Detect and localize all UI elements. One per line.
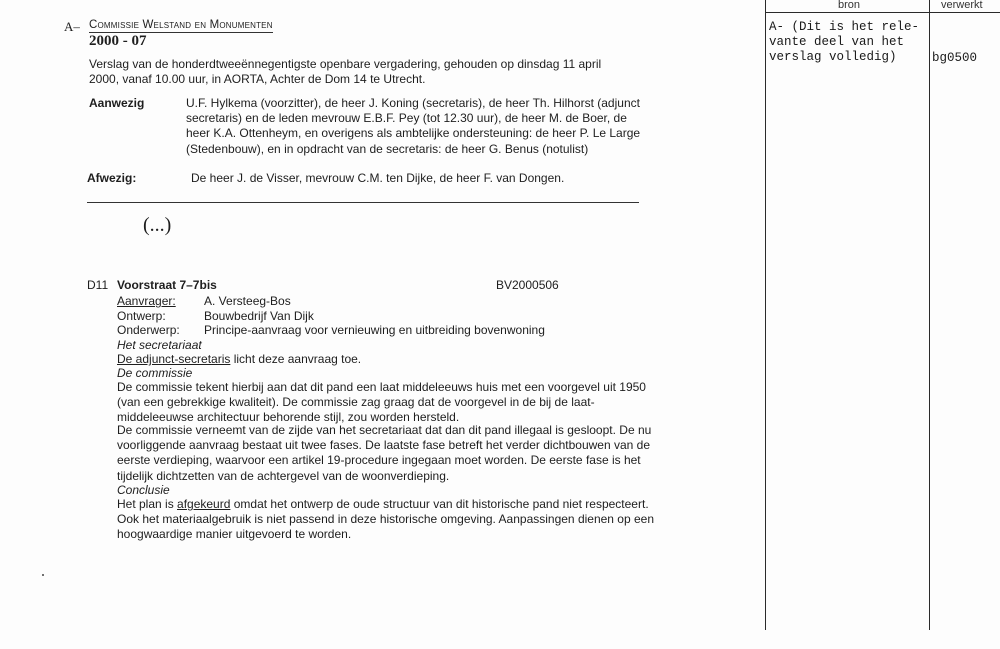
subject-value: Principe-aanvraag voor vernieuwing en uitbreiding bovenwoning: [204, 323, 545, 337]
commission-paragraph-2: De commissie verneemt van de zijde van het secretariaat dat dan dit pand illegaal is gesloopt. De nu voorliggende aanvraag bestaat uit twee fases. De laatste fase betreft het verder dichtbouwen van de eerste verdieping, waarvoor een artikel 19-procedure ingegaan moet worden. De eerste fase is het tijdelijk dichtzetten van de achtergevel van de woonverdieping.: [117, 423, 652, 483]
design-label: Ontwerp:: [117, 309, 166, 323]
reference-code: bg0500: [932, 51, 978, 65]
item-title: Voorstraat 7–7bis: [117, 278, 217, 292]
secretariat-subject: De adjunct-secretaris: [117, 352, 231, 366]
margin-mark: A–: [64, 19, 80, 34]
column-header-source: bron: [838, 0, 861, 11]
item-code: BV2000506: [496, 278, 559, 292]
absent-label: Afwezig:: [87, 171, 137, 185]
present-label: Aanwezig: [89, 96, 145, 110]
secretariat-rest: licht deze aanvraag toe.: [230, 352, 362, 366]
column-header-processed: verwerkt: [941, 0, 983, 11]
applicant-label: Aanvrager:: [117, 294, 176, 308]
conclusion-paragraph: [117, 497, 662, 543]
side-note: A- (Dit is het rele- vante deel van het verslag volledig): [769, 20, 920, 64]
secretariat-line: [117, 352, 361, 366]
organisation-name: Commissie Welstand en Monumenten: [89, 19, 273, 31]
item-id: D11: [87, 278, 109, 292]
scan-speck: [42, 574, 44, 576]
report-number: 2000 - 07: [89, 33, 147, 49]
column-divider-right: [929, 0, 930, 630]
absent-list: De heer J. de Visser, mevrouw C.M. ten Dijke, de heer F. van Dongen.: [191, 171, 565, 185]
conclusion-start: Het plan is: [117, 497, 178, 511]
intro-text: Verslag van de honderdtweeënnegentigste openbare vergadering, gehouden op dinsdag 11 april 2000, vanaf 10.00 uur, in AORTA, Achter de Dom 14 te Utrecht.: [89, 57, 602, 87]
column-divider-left: [765, 0, 766, 630]
omission-mark: (...): [143, 214, 172, 236]
secretariat-heading: Het secretariaat: [117, 338, 202, 352]
conclusion-verdict: afgekeurd: [177, 497, 231, 511]
conclusion-heading: Conclusie: [117, 483, 170, 497]
design-value: Bouwbedrijf Van Dijk: [204, 309, 314, 323]
section-rule: [87, 202, 639, 203]
commission-paragraph-1: De commissie tekent hierbij aan dat dit pand een laat middeleeuws huis met een voorgevel uit 1950 (van een gebrekkige kwaliteit). De commissie zag graag dat de voorgevel in de bij de laat-middeleeuwse architectuur behorende stijl, zou worden hersteld.: [117, 380, 646, 425]
present-list: U.F. Hylkema (voorzitter), de heer J. Koning (secretaris), de heer Th. Hilhorst (adjunct secretaris) en de leden mevrouw E.B.F. Pey (tot 12.30 uur), de heer M. de Boer, de heer K.A. Ottenheym, en overigens als ambtelijke ondersteuning: de heer P. Le Large (Stedenbouw), en in opdracht van de secretaris: de heer G. Benus (notulist): [186, 96, 641, 156]
applicant-value: A. Versteeg-Bos: [204, 294, 291, 308]
conclusion-rest: omdat het ontwerp de oude structuur van dit historische pand niet respecteert. Ook het materiaalgebruik is niet passend in deze historische omgeving. Aanpassingen dienen op een hoogwaardige manier uitgevoerd te worden.: [117, 497, 655, 542]
column-header-rule: [766, 12, 1000, 13]
commission-heading: De commissie: [117, 366, 193, 380]
subject-label: Onderwerp:: [117, 323, 180, 337]
